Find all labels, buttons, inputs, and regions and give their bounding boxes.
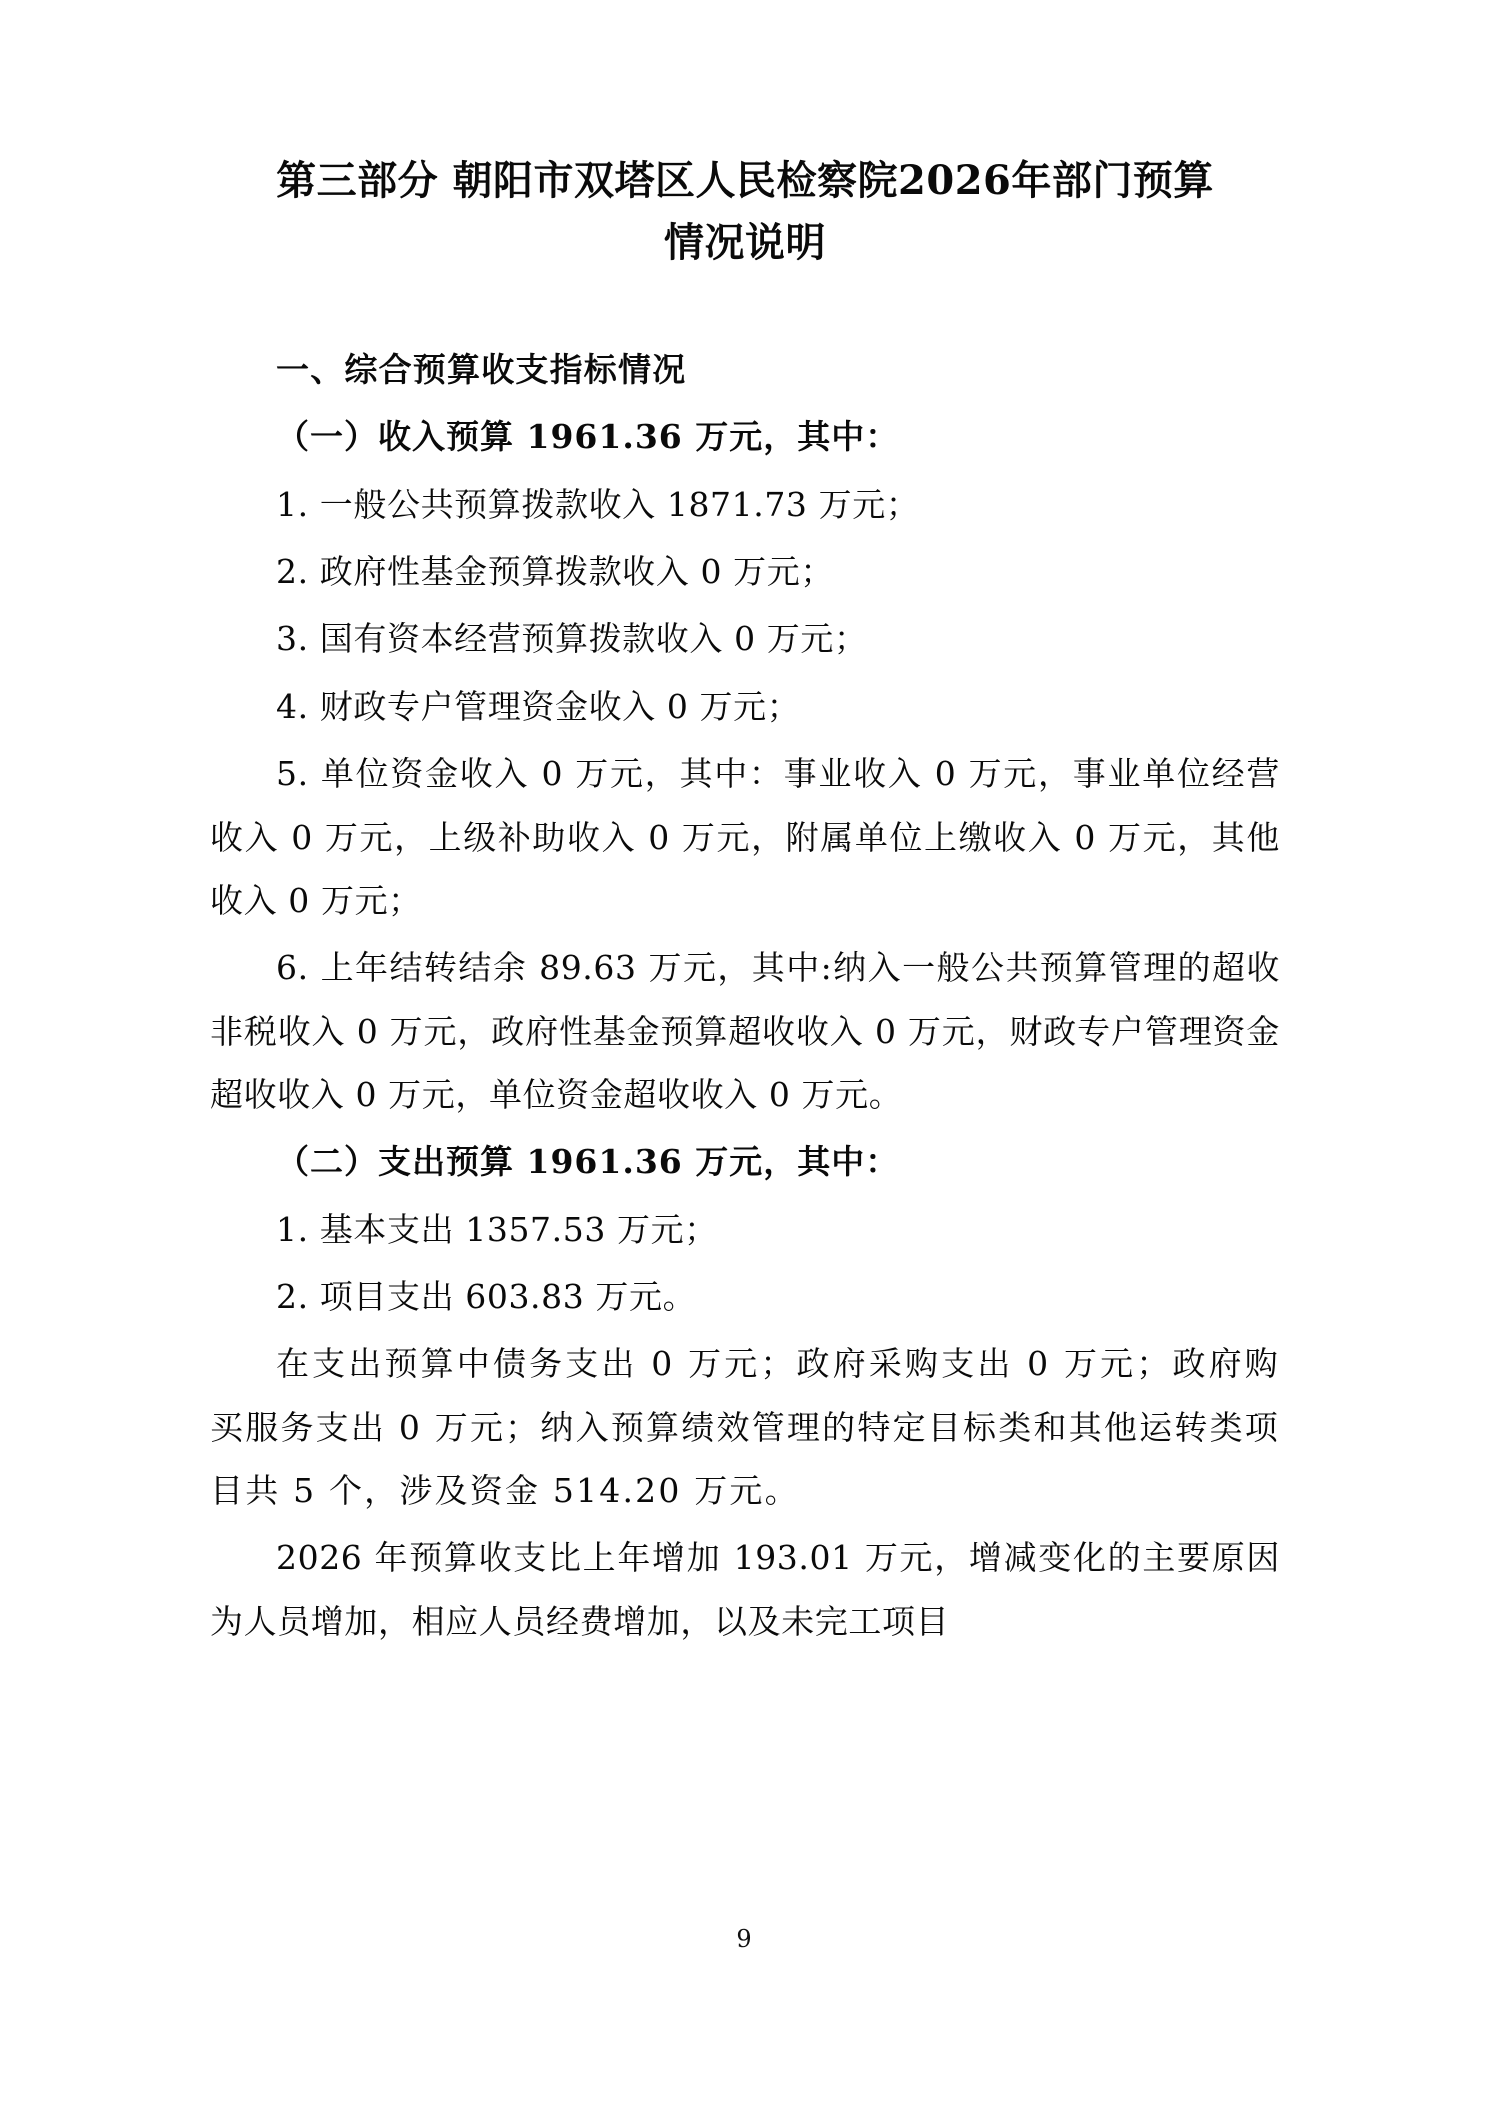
income-item-3: 3. 国有资本经营预算拨款收入 0 万元；	[276, 619, 868, 659]
section-heading: 一、综合预算收支指标情况	[276, 350, 687, 389]
income-item-2: 2. 政府性基金预算拨款收入 0 万元；	[276, 552, 834, 592]
income-item-5: 5. 单位资金收入 0 万元，其中：事业收入 0 万元，事业单位经营收入 0 万元，上级补助收入 0 万元，附属单位上缴收入 0 万元，其他收入 0 万元；	[210, 754, 1280, 920]
expense-item-1: 1. 基本支出 1357.53 万元；	[276, 1209, 718, 1249]
income-item-4: 4. 财政专户管理资金收入 0 万元；	[276, 686, 801, 726]
income-item-6: 6. 上年结转结余 89.63 万元，其中:纳入一般公共预算管理的超收非税收入 0 万元，政府性基金预算超收收入 0 万元，财政专户管理资金超收收入 0 万元，单位资金超收收入 0 万元。	[210, 948, 1280, 1114]
expense-note: 在支出预算中债务支出 0 万元；政府采购支出 0 万元；政府购买服务支出 0 万元；纳入预算绩效管理的特定目标类和其他运转类项目共 5 个，涉及资金 514.20 万元。	[210, 1344, 1280, 1511]
page-title	[210, 150, 1280, 274]
income-item-1: 1. 一般公共预算拨款收入 1871.73 万元；	[276, 484, 920, 524]
body-text	[210, 338, 1280, 1653]
page-title-line-1: 第三部分 朝阳市双塔区人民检察院2026年部门预算	[276, 157, 1214, 204]
comparison-note: 2026 年预算收支比上年增加 193.01 万元，增减变化的主要原因为人员增加，相应人员经费增加，以及未完工项目	[210, 1538, 1280, 1641]
expense-subsection-heading: （二）支出预算 1961.36 万元，其中：	[276, 1142, 900, 1182]
page-title-line-2: 情况说明	[664, 219, 826, 266]
expense-item-2: 2. 项目支出 603.83 万元。	[276, 1277, 697, 1317]
page-number: 9	[736, 1925, 752, 1953]
income-subsection-heading: （一）收入预算 1961.36 万元，其中：	[276, 417, 900, 457]
page-content	[210, 150, 1280, 1657]
